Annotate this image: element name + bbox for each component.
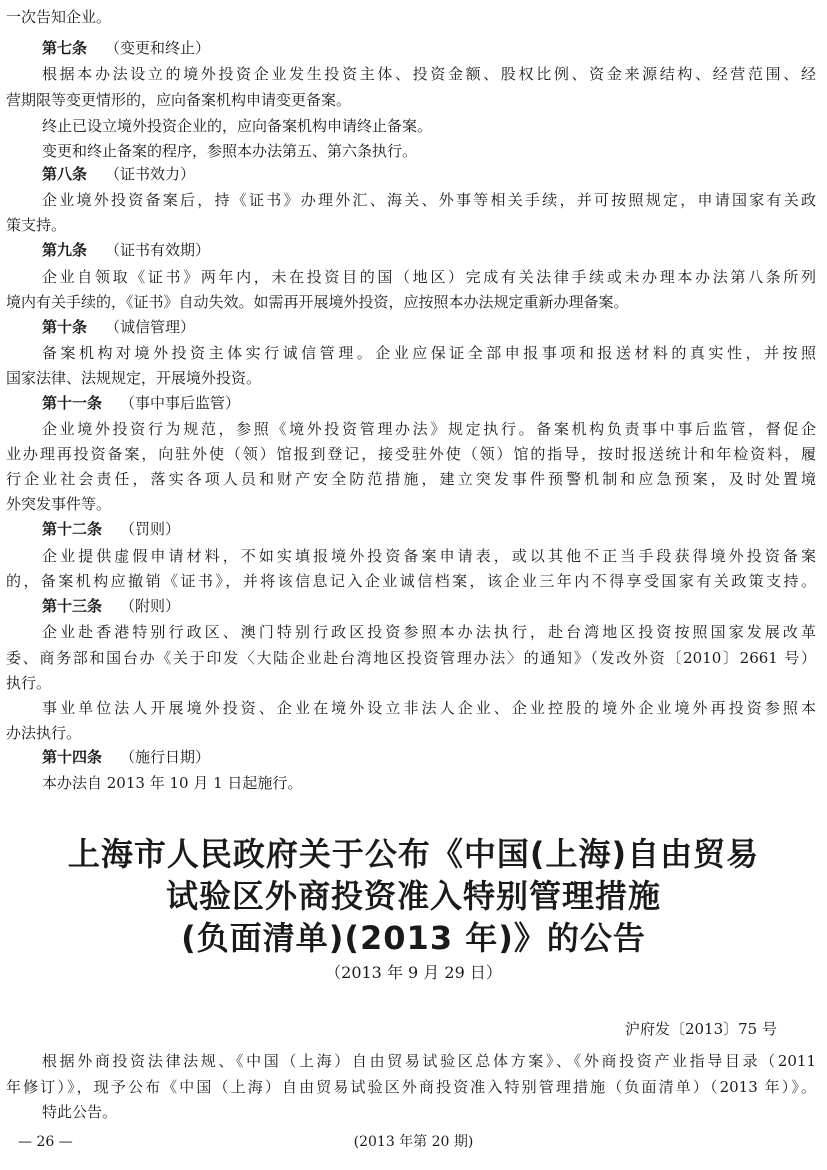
article-number: 第七条 (42, 39, 88, 57)
article-heading (42, 316, 195, 338)
paragraph-line: 事业单位法人开展境外投资、企业在境外设立非法人企业、企业控股的境外企业境外再投资参照本 (42, 699, 816, 717)
paragraph-line: 年修订）》，现予公布《中国（上海）自由贸易试验区外商投资准入特别管理措施（负面清单）（2013 年）》。 (6, 1078, 816, 1096)
paragraph-line: 办法执行。 (6, 724, 82, 742)
paragraph-line: 企业赴香港特别行政区、澳门特别行政区投资参照本办法执行，赴台湾地区投资按照国家发展改革 (42, 623, 816, 641)
paragraph-line: 的，备案机构应撤销《证书》，并将该信息记入企业诚信档案，该企业三年内不得享受国家有关政策支持。 (6, 572, 816, 590)
document-number: 沪府发〔2013〕75 号 (624, 1020, 777, 1038)
paragraph-line: 业办理再投资备案，向驻外使（领）馆报到登记，接受驻外使（领）馆的指导，按时报送统计和年检资料，履 (6, 445, 816, 463)
article-heading (42, 518, 180, 540)
paragraph-line: 行企业社会责任，落实各项人员和财产安全防范措施，建立突发事件预警机制和应急预案，及时处置境 (6, 470, 816, 488)
paragraph-line: 备案机构对境外投资主体实行诚信管理。企业应保证全部申报事项和报送材料的真实性，并按照 (42, 344, 816, 362)
paragraph-line: 策支持。 (6, 216, 67, 234)
article-heading (42, 595, 180, 617)
paragraph-line: 执行。 (6, 674, 52, 692)
issue-label: (2013 年第 20 期) (353, 1134, 474, 1150)
paragraph-line: 国家法律、法规规定，开展境外投资。 (6, 369, 262, 387)
paragraph-line: 根据外商投资法律法规、《中国（上海）自由贸易试验区总体方案》、《外商投资产业指导目录（2011 (42, 1052, 816, 1070)
paragraph-line: 根据本办法设立的境外投资企业发生投资主体、投资金额、股权比例、资金来源结构、经营范围、经 (42, 65, 816, 83)
paragraph-line: 境内有关手续的，《证书》自动失效。如需再开展境外投资，应按照本办法规定重新办理备案。 (6, 293, 629, 311)
article-number: 第八条 (42, 165, 88, 183)
paragraph-line: 营期限等变更情形的，应向备案机构申请变更备案。 (6, 91, 352, 109)
article-heading (42, 37, 210, 59)
article-topic: （诚信管理） (105, 318, 196, 336)
article-number: 第九条 (42, 241, 88, 259)
paragraph-line: 终止已设立境外投资企业的，应向备案机构申请终止备案。 (42, 117, 433, 135)
article-number: 第十一条 (42, 394, 103, 412)
paragraph-line: 外突发事件等。 (6, 495, 112, 513)
notice-title-line: (负面清单)(2013 年)》的公告 (181, 919, 646, 957)
article-number: 第十四条 (42, 748, 103, 766)
paragraph-line: 企业境外投资备案后，持《证书》办理外汇、海关、外事等相关手续，并可按照规定，申请国家有关政 (42, 191, 816, 209)
paragraph-line: 变更和终止备案的程序，参照本办法第五、第六条执行。 (42, 142, 418, 160)
article-number: 第十二条 (42, 520, 103, 538)
article-number: 第十三条 (42, 597, 103, 615)
paragraph-line: 委、商务部和国台办《关于印发〈大陆企业赴台湾地区投资管理办法〉的通知》（发改外资〔2010〕2661 号） (6, 649, 816, 667)
page-number: — 26 — (18, 1134, 73, 1150)
paragraph-line: 企业提供虚假申请材料，不如实填报境外投资备案申请表，或以其他不正当手段获得境外投资备案 (42, 547, 816, 565)
article-number: 第十条 (42, 318, 88, 336)
article-heading (42, 163, 195, 185)
paragraph-line: 企业境外投资行为规范，参照《境外投资管理办法》规定执行。备案机构负责事中事后监管，督促企 (42, 420, 816, 438)
paragraph-line: 一次告知企业。 (6, 8, 112, 26)
article-heading (42, 392, 240, 414)
paragraph-line: 特此公告。 (42, 1103, 118, 1121)
article-topic: （证书效力） (105, 165, 196, 183)
article-heading (42, 746, 210, 768)
paragraph-line: 企业自领取《证书》两年内，未在投资目的国（地区）完成有关法律手续或未办理本办法第八条所列 (42, 268, 816, 286)
article-topic: （施行日期） (120, 748, 211, 766)
article-topic: （罚则） (120, 520, 181, 538)
article-topic: （证书有效期） (105, 241, 211, 259)
article-topic: （事中事后监管） (120, 394, 241, 412)
notice-date: （2013 年 9 月 29 日） (325, 963, 502, 982)
paragraph-line: 本办法自 2013 年 10 月 1 日起施行。 (42, 774, 303, 792)
article-heading (42, 239, 210, 261)
article-topic: （变更和终止） (105, 39, 211, 57)
notice-title-line: 试验区外商投资准入特别管理措施 (165, 877, 661, 915)
notice-title-line: 上海市人民政府关于公布《中国(上海)自由贸易 (67, 835, 760, 873)
article-topic: （附则） (120, 597, 181, 615)
